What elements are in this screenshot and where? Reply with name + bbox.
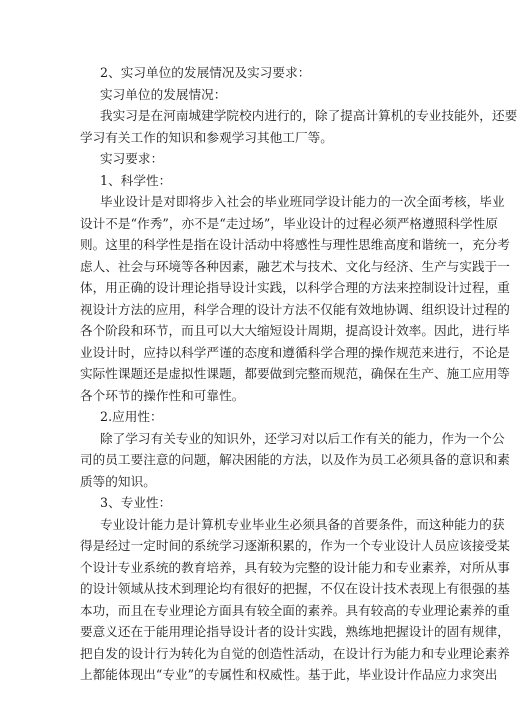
- paragraph-line: 毕业设计是对即将步入社会的毕业班同学设计能力的一次全面考核，毕业: [100, 194, 505, 209]
- paragraph-line: 视设计方法的应用，科学合理的设计方法不仅能有效地协调、组织设计过程的: [80, 301, 510, 317]
- paragraph-line: 虑人、社会与环境等各种因素，融艺术与技术、文化与经济、生产与实践于一: [80, 258, 510, 274]
- subheading-requirements: 实习要求：: [100, 151, 164, 166]
- paragraph-line: 专业设计能力是计算机专业毕业生必须具备的首要条件，而这种能力的获: [100, 516, 505, 532]
- paragraph-line: 的设计领域从技术到理论均有很好的把握，不仅在设计技术表现上有很强的基: [80, 581, 510, 596]
- paragraph-line: 设计不是“作秀”，亦不是“走过场”，毕业设计的过程必须严格遵照科学性原: [80, 215, 498, 231]
- paragraph-line: 则。这里的科学性是指在设计活动中将感性与理性思维高度和谐统一，充分考: [80, 237, 510, 252]
- paragraph-line: 各个阶段和环节，而且可以大大缩短设计周期，提高设计效率。因此，进行毕: [80, 323, 510, 338]
- paragraph-line: 各个环节的操作性和可靠性。: [80, 387, 245, 403]
- paragraph-line: 得是经过一定时间的系统学习逐渐积累的，作为一个专业设计人员应该接受某: [80, 538, 510, 553]
- paragraph-line: 体，用正确的设计理论指导设计实践，以科学合理的方法来控制设计过程，重: [80, 280, 510, 295]
- paragraph-line: 把自发的设计行为转化为自觉的创造性活动，在设计行为能力和专业理论素养: [80, 645, 510, 661]
- paragraph-line: 个设计专业系统的教育培养，具有较为完整的设计能力和专业素养，对所从事: [80, 559, 510, 575]
- item-heading-professional: 3、专业性：: [100, 495, 172, 510]
- paragraph-line: 学习有关工作的知识和参观学习其他工厂等。: [80, 129, 333, 145]
- document-body: [80, 62, 517, 686]
- paragraph-line: 实际性课题还是虚拟性课题，都要做到完整而规范，确保在生产、施工应用等: [80, 366, 510, 381]
- section-heading-2: 2、实习单位的发展情况及实习要求：: [100, 65, 311, 80]
- item-heading-applicability: 2.应用性：: [100, 409, 163, 424]
- paragraph-line: 除了学习有关专业的知识外，还学习对以后工作有关的能力，作为一个公: [100, 430, 505, 446]
- paragraph-line: 本功，而且在专业理论方面具有较全面的素养。具有较高的专业理论素养的重: [80, 602, 510, 618]
- paragraph-line: 上都能体现出“专业”的专属性和权威性。基于此，毕业设计作品应力求突出: [80, 667, 498, 682]
- paragraph-line: 业设计时，应持以科学严谨的态度和遵循科学合理的操作规范来进行，不论是: [80, 344, 510, 360]
- paragraph-line: 我实习是在河南城建学院校内进行的，除了提高计算机的专业技能外，还要: [100, 108, 517, 123]
- item-heading-scientific: 1、科学性：: [100, 172, 172, 188]
- paragraph-line: 要意义还在于能用理论指导设计者的设计实践，熟练地把握设计的固有规律，: [80, 624, 510, 639]
- paragraph-line: 质等的知识。: [80, 473, 156, 489]
- subheading-unit-development: 实习单位的发展情况：: [100, 86, 227, 102]
- paragraph-line: 司的员工要注意的问题，解决困能的方法，以及作为员工必须具备的意识和素: [80, 452, 510, 467]
